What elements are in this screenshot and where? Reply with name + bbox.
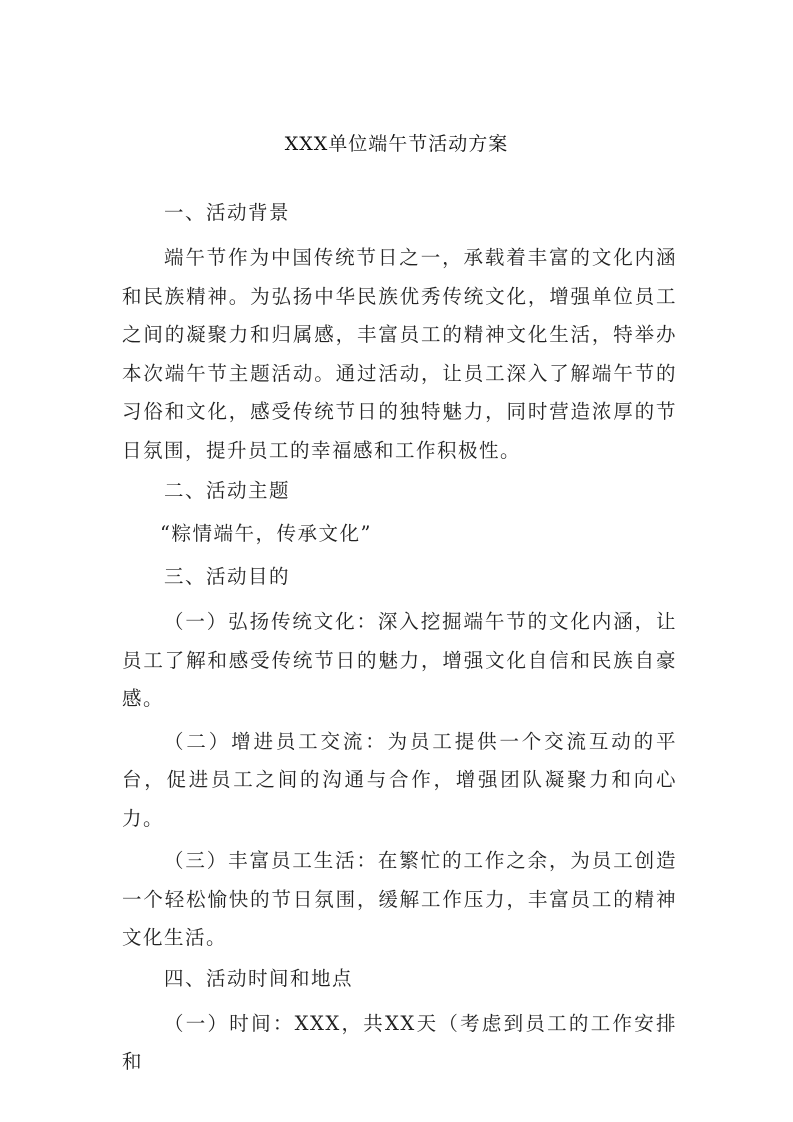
time-place-item: （一）时间：XXX，共XX天（考虑到员工的工作安排和 <box>122 1011 677 1073</box>
section-heading-time-place: 四、活动时间和地点 <box>164 966 354 990</box>
document-body <box>122 196 677 1086</box>
document-title: XXX单位端午节活动方案 <box>284 133 509 155</box>
purpose-item: （二）增进员工交流：为员工提供一个交流互动的平台，促进员工之间的沟通与合作，增强团队凝聚力和向心力。 <box>122 729 677 830</box>
section-heading-theme: 二、活动主题 <box>164 479 291 502</box>
purpose-item: （三）丰富员工生活：在繁忙的工作之余，为员工创造一个轻松愉快的节日氛围，缓解工作压力，丰富员工的精神文化生活。 <box>122 849 677 949</box>
section-heading-purpose: 三、活动目的 <box>164 565 291 588</box>
background-paragraph: 端午节作为中国传统节日之一，承载着丰富的文化内涵和民族精神。为弘扬中华民族优秀传统文化，增强单位员工之间的凝聚力和归属感，丰富员工的精神文化生活，特举办本次端午节主题活动。通过活动，让员工深入了解端午节的习俗和文化，感受传统节日的独特魅力，同时营造浓厚的节日氛围，提升员工的幸福感和工作积极性。 <box>122 246 677 462</box>
purpose-item: （一）弘扬传统文化：深入挖掘端午节的文化内涵，让员工了解和感受传统节日的魅力，增强文化自信和民族自豪感。 <box>122 610 677 710</box>
section-heading-background: 一、活动背景 <box>164 201 291 224</box>
theme-slogan: “粽情端午，传承文化” <box>160 522 372 545</box>
